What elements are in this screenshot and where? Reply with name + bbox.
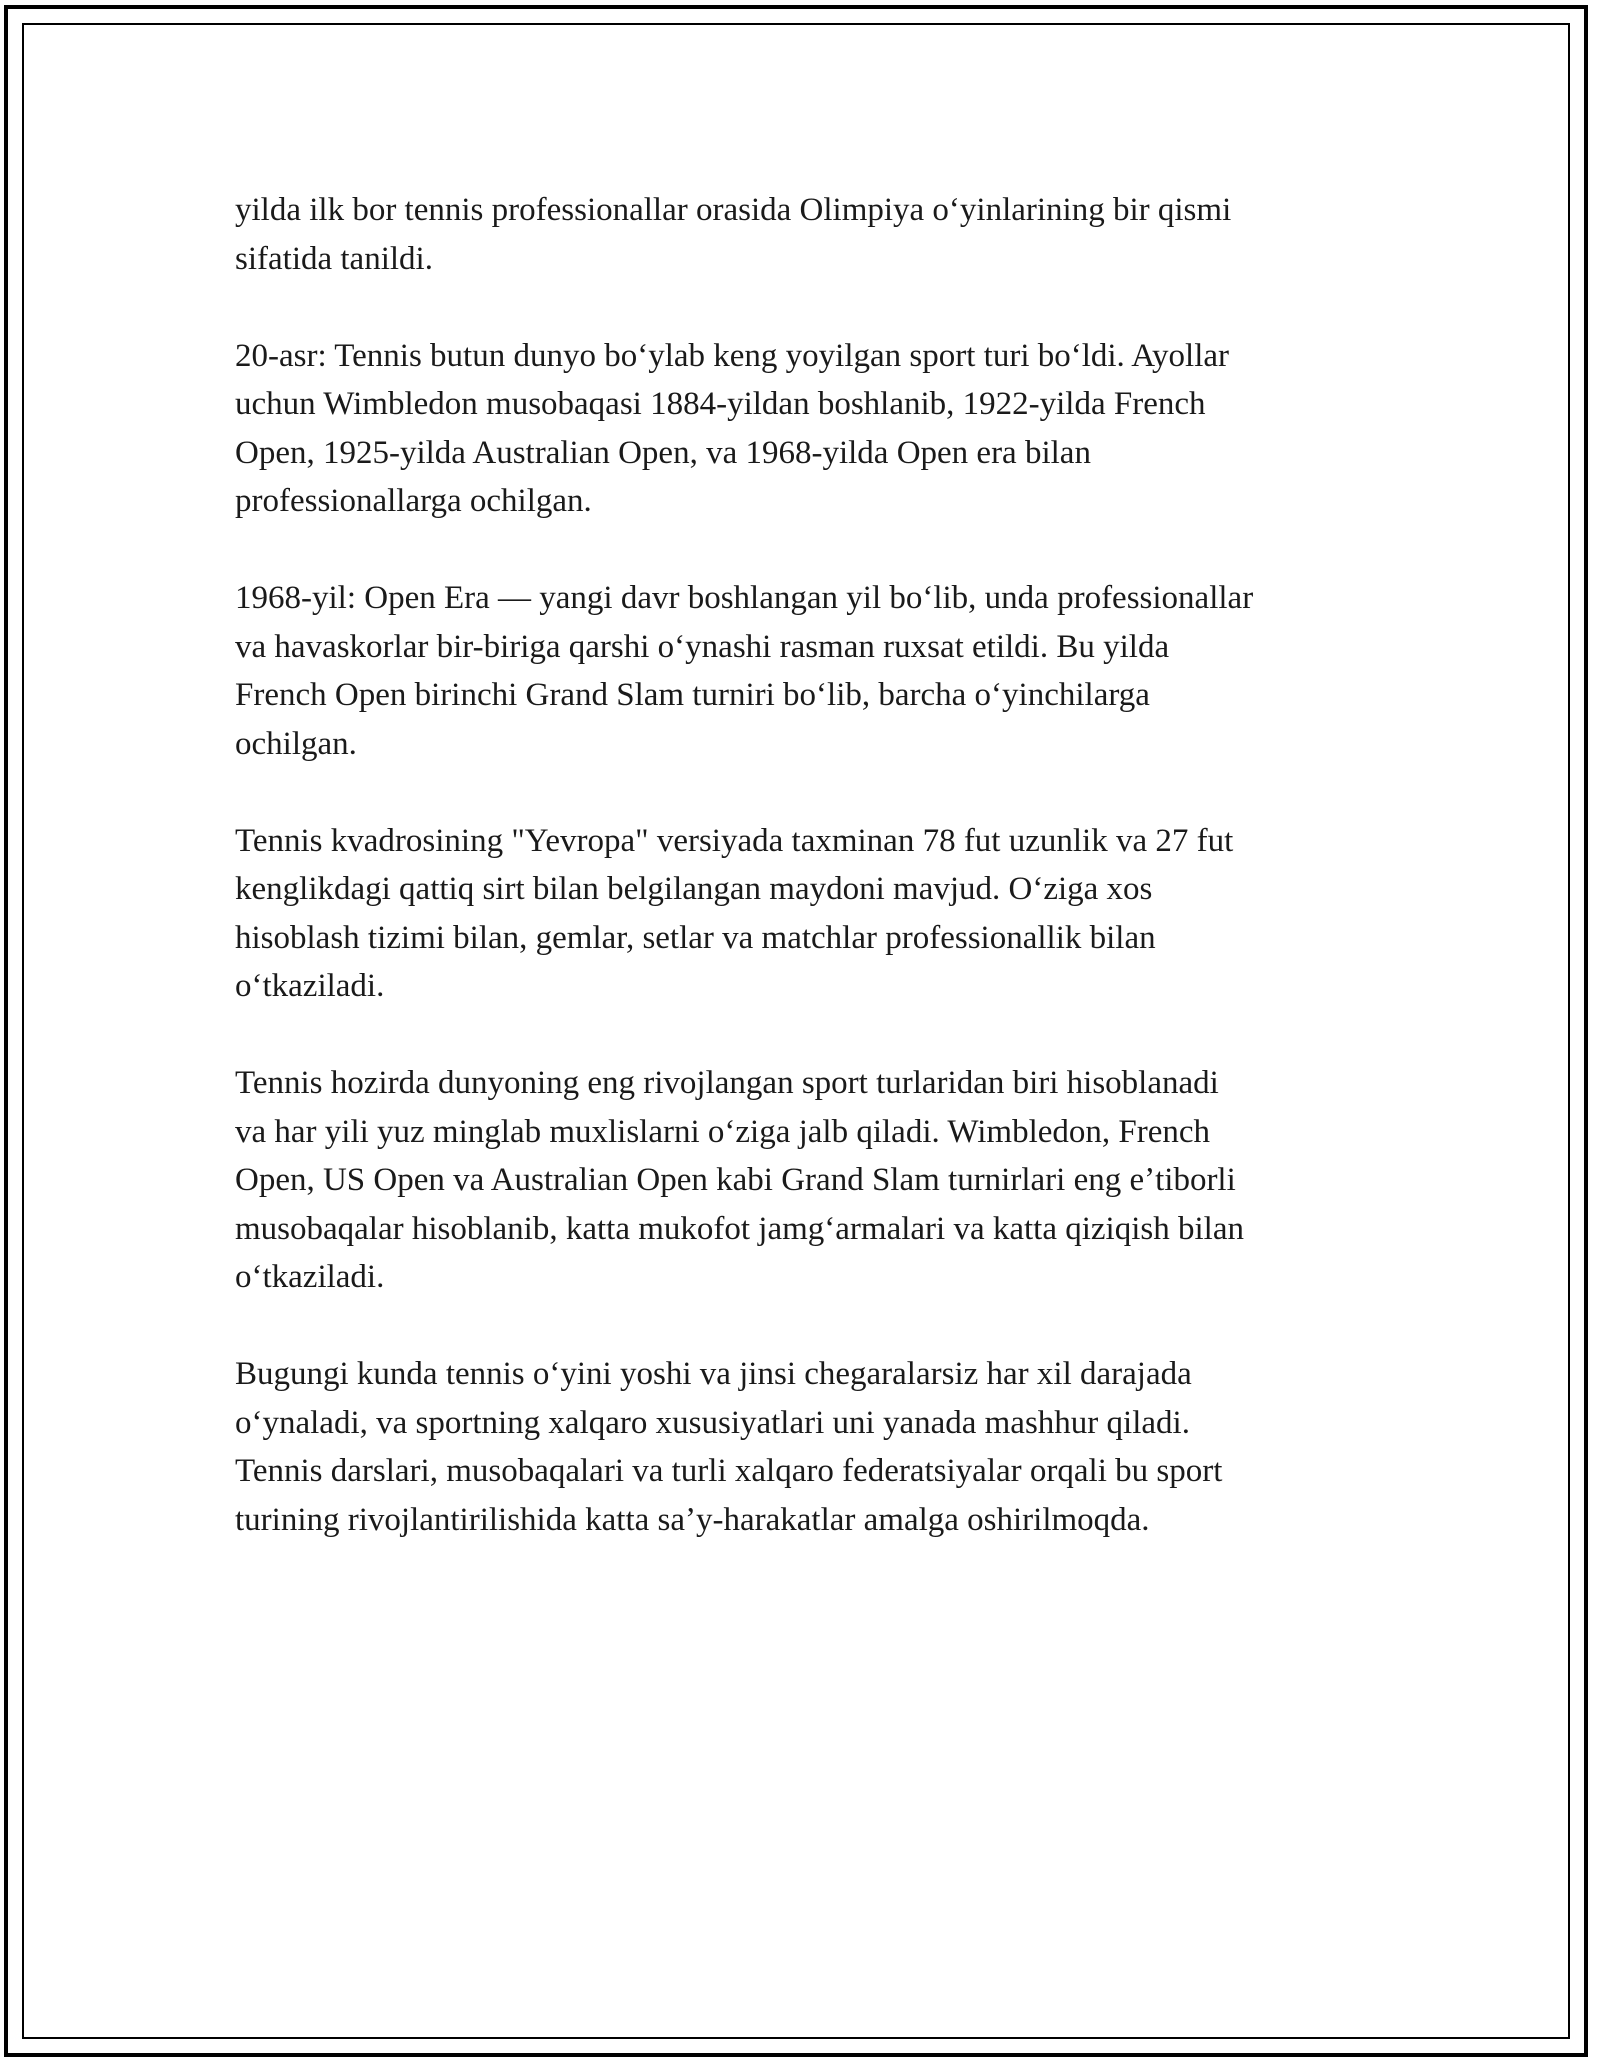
paragraph-court: Tennis kvadrosining "Yevropa" versiyada taxminan 78 fut uzunlik va 27 fut kenglikdagi qattiq sirt bilan belgilangan maydoni mavjud. Oʻziga xos hisoblash tizimi bilan, gemlar, setlar va matchlar professionallik bilan oʻtkaziladi. xyxy=(235,822,1234,1004)
paragraph-today: Bugungi kunda tennis oʻyini yoshi va jinsi chegaralarsiz har xil darajada oʻynaladi, va sportning xalqaro xususiyatlari uni yanada mashhur qiladi. Tennis darslari, musobaqalari va turli xalqaro federatsiyalar orqali bu sport turining rivojlantirilishida katta saʼy-harakatlar amalga oshirilmoqda. xyxy=(235,1356,1223,1538)
paragraph-grand-slam: Tennis hozirda dunyoning eng rivojlangan sport turlaridan biri hisoblanadi va har yili yuz minglab muxlislarni oʻziga jalb qiladi. Wimbledon, French Open, US Open va Australian Open kabi Grand Slam turnirlari eng eʼtiborli musobaqalar hisoblanib, katta mukofot jamgʻarmalari va katta qiziqish bilan oʻtkaziladi. xyxy=(235,1065,1244,1295)
paragraph-20th-century: 20-asr: Tennis butun dunyo boʻylab keng yoyilgan sport turi boʻldi. Ayollar uchun Wimbledon musobaqasi 1884-yildan boshlanib, 1922-yilda French Open, 1925-yilda Australian Open, va 1968-yilda Open era bilan professionallarga ochilgan. xyxy=(235,337,1230,519)
paragraph-olympics: yilda ilk bor tennis professionallar orasida Olimpiya oʻyinlarining bir qismi sifatida tanildi. xyxy=(235,192,1232,277)
document-body xyxy=(235,186,1385,1593)
paragraph-open-era: 1968-yil: Open Era — yangi davr boshlangan yil boʻlib, unda professionallar va havaskorlar bir-biriga qarshi oʻynashi rasman ruxsat etildi. Bu yilda French Open birinchi Grand Slam turniri boʻlib, barcha oʻyinchilarga ochilgan. xyxy=(235,580,1254,762)
